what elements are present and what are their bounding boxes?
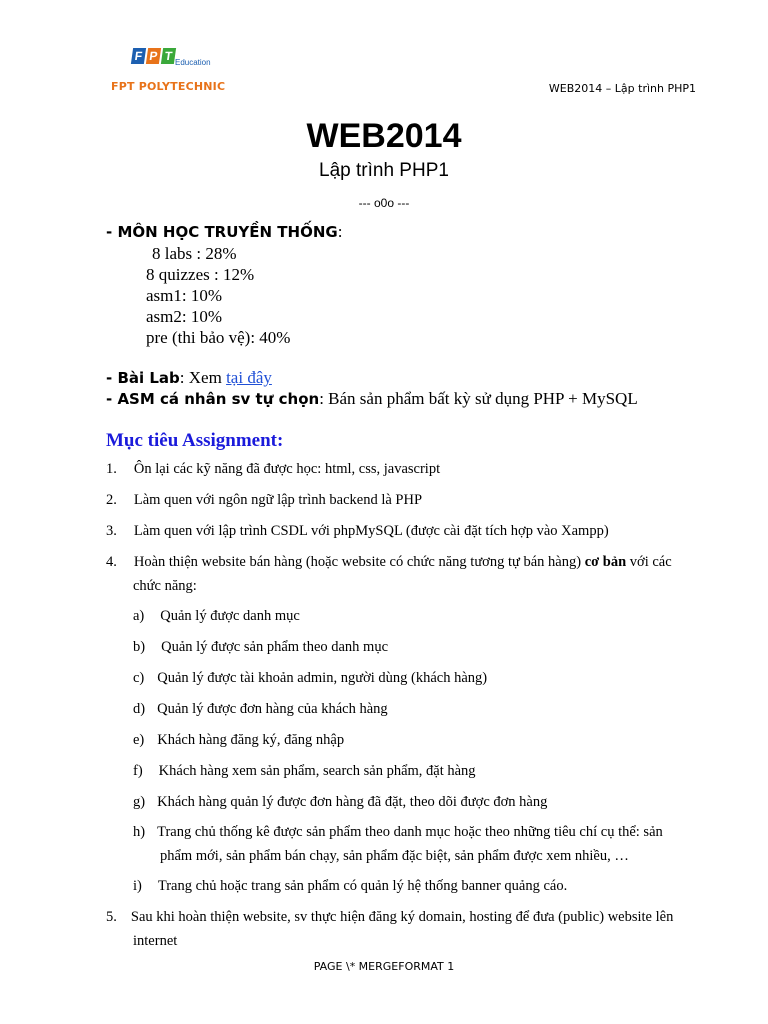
goal-item [106,488,422,512]
asm-line [106,389,638,409]
logo-letter-t: T [161,48,176,64]
lab-link[interactable]: tại đây [226,368,272,387]
sub-item-text: Quản lý được tài khoản admin, người dùng (khách hàng) [157,670,488,686]
goal-number: 4. [106,554,117,570]
goal-number: 1. [106,461,117,477]
sub-item-letter: h) [133,824,146,840]
goal-text-after: với các [626,554,672,570]
goal-item [106,519,609,543]
lab-label: - Bài Lab [106,369,180,387]
goal-text: Ôn lại các kỹ năng đã được học: html, css, javascript [133,461,441,477]
goal-number: 5. [106,909,117,925]
logo-education: Education [175,58,211,67]
logo-letter-p: P [146,48,161,64]
grade-item: 8 labs : 28% [152,244,237,263]
sub-item-letter: d) [133,701,146,717]
grade-item: pre (thi bảo vệ): 40% [146,328,291,347]
sub-item-text: Khách hàng quản lý được đơn hàng đã đặt, theo dõi được đơn hàng [157,794,548,810]
grade-item: asm1: 10% [146,286,223,305]
sub-item [133,635,388,659]
sub-item [133,759,476,783]
sub-item-letter: e) [133,732,145,748]
goal-text: Sau khi hoàn thiện website, sv thực hiện đăng ký domain, hosting để đưa (public) website lên [130,909,674,925]
traditional-heading [106,222,342,242]
goals-heading: Mục tiêu Assignment: [106,430,284,451]
goal-bold: cơ bản [584,554,627,570]
sub-item [133,666,487,690]
sub-item-text-line2: phẩm mới, sản phẩm bán chạy, sản phẩm đặc biệt, sản phẩm được xem nhiều, … [160,848,629,864]
grade-item: asm2: 10% [146,307,223,326]
goal-item [106,550,706,574]
page-title: WEB2014 [306,117,462,155]
page-footer: PAGE \* MERGEFORMAT 1 [313,960,455,973]
goal-text-line2: chức năng: [133,578,197,594]
goal-item [106,905,673,929]
sub-item-letter: g) [133,794,146,810]
goal-number: 2. [106,492,117,508]
separator: --- o0o --- [358,196,410,210]
sub-item-letter: c) [133,670,145,686]
goal-item [106,457,440,481]
sub-item-letter: b) [133,639,146,655]
sub-item-letter: i) [133,878,142,894]
page-subtitle: Lập trình PHP1 [319,160,449,181]
sub-item [133,697,388,721]
sub-item [133,820,663,844]
lab-line [106,368,272,388]
sub-item-text: Khách hàng xem sản phẩm, search sản phẩm, đặt hàng [158,763,476,779]
logo-letter-f: F [131,48,146,64]
sub-item-text: Khách hàng đăng ký, đăng nhập [157,732,345,748]
fpt-logo [132,48,175,64]
sub-item-text: Quản lý được danh mục [160,608,300,624]
asm-text: : Bán sản phẩm bất kỳ sử dụng PHP + MySQL [319,389,638,408]
grade-item: 8 quizzes : 12% [146,265,255,284]
header-title: WEB2014 – Lập trình PHP1 [548,82,696,95]
sub-item-text: Quản lý được đơn hàng của khách hàng [157,701,388,717]
sub-item [133,790,547,814]
sub-item-text: Trang chủ thống kê được sản phẩm theo danh mục hoặc theo những tiêu chí cụ thể: sản [157,824,663,840]
sub-item [133,728,344,752]
sub-item-letter: a) [133,608,145,624]
traditional-heading-colon: : [337,222,343,241]
traditional-heading-label: - MÔN HỌC TRUYỀN THỐNG [106,223,338,241]
sub-item-text: Quản lý được sản phẩm theo danh mục [161,639,389,655]
sub-item-text: Trang chủ hoặc trang sản phẩm có quản lý hệ thống banner quảng cáo. [157,878,568,894]
goal-text-line2: internet [133,933,178,949]
logo-name: FPT POLYTECHNIC [111,80,226,93]
lab-text: : Xem [179,368,227,387]
goal-text: Làm quen với ngôn ngữ lập trình backend là PHP [133,492,423,508]
goal-number: 3. [106,523,117,539]
asm-label: - ASM cá nhân sv tự chọn [106,390,320,408]
sub-item [133,874,567,898]
goal-text: Hoàn thiện website bán hàng (hoặc website có chức năng tương tự bán hàng) [133,554,585,570]
sub-item [133,604,300,628]
goal-text: Làm quen với lập trình CSDL với phpMySQL (được cài đặt tích hợp vào Xampp) [133,523,609,539]
sub-item-letter: f) [133,763,143,779]
